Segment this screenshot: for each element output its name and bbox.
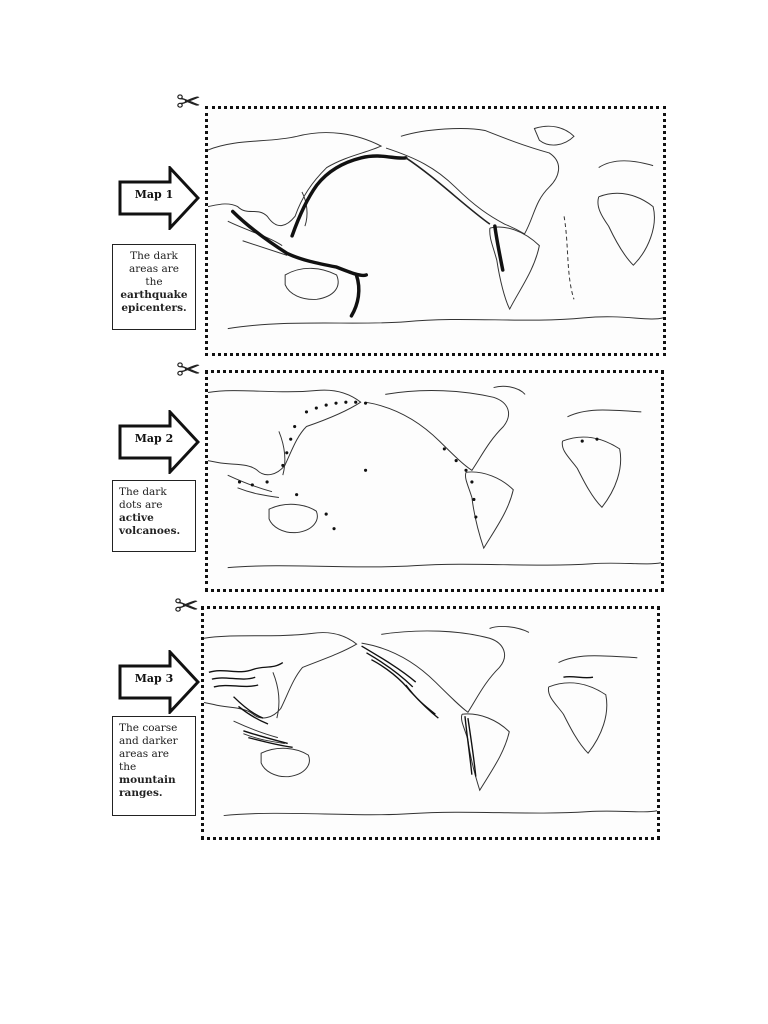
map-2-arrow [118,410,200,474]
coastline-north-america [366,391,509,471]
map-2-caption [112,480,196,552]
map-2-caption-plain: The dark dots are [119,486,167,511]
world-map-1 [208,109,663,353]
scissors-icon: ✂ [176,85,202,120]
coastline-south-america [465,472,513,548]
map-1-arrow [118,166,200,230]
map-3-caption-bold: mountain ranges. [119,774,176,799]
map-1-caption-bold: earthquake epicenters. [120,289,188,314]
quake-band-japan-aleutian [292,156,406,236]
coastline-australia [269,504,317,532]
coastline-north-america [362,631,505,712]
map-3-frame [201,606,660,840]
map-3-caption-plain: The coarse and darker areas are the [119,722,178,773]
mountain-hatching [209,646,593,777]
map-1-label: Map 1 [134,188,174,201]
coastline-japan [273,672,279,718]
quake-band-tonga [351,275,358,316]
map-3-caption [112,716,196,816]
coastline-indonesia [228,221,287,255]
coastline-north-america [386,129,559,234]
coastline-antarctica [228,317,663,329]
quake-line-americas [406,158,490,224]
coastline-australia [285,268,338,299]
map-2-label: Map 2 [134,432,174,445]
ridge-atlantic [564,216,574,299]
scissors-icon: ✂ [174,589,200,624]
map-2-caption-bold: active volcanoes. [119,512,181,537]
map-2-frame [205,370,664,592]
map-3-label: Map 3 [134,672,174,685]
world-map-3 [204,609,657,837]
map-1-frame [205,106,666,356]
coastline-asia [204,633,357,718]
coastline-africa-europe [548,656,637,753]
coastline-antarctica [224,811,657,816]
coastline-australia [261,748,309,776]
coastline-indonesia [228,475,279,497]
coastline-africa-europe [598,161,654,265]
coastline-greenland [494,386,526,394]
volcano-dots [238,401,599,531]
coastline-antarctica [228,563,661,568]
coastline-greenland [490,626,529,632]
scissors-icon: ✂ [176,353,202,388]
coastline-asia [208,390,361,475]
map-1-caption-plain: The dark areas are the [129,250,179,288]
quake-band-andes [495,226,503,270]
coastline-greenland [534,126,574,145]
world-map-2 [208,373,661,589]
map-3-arrow [118,650,200,714]
map-1-caption [112,244,196,330]
coastline-africa-europe [562,410,641,507]
